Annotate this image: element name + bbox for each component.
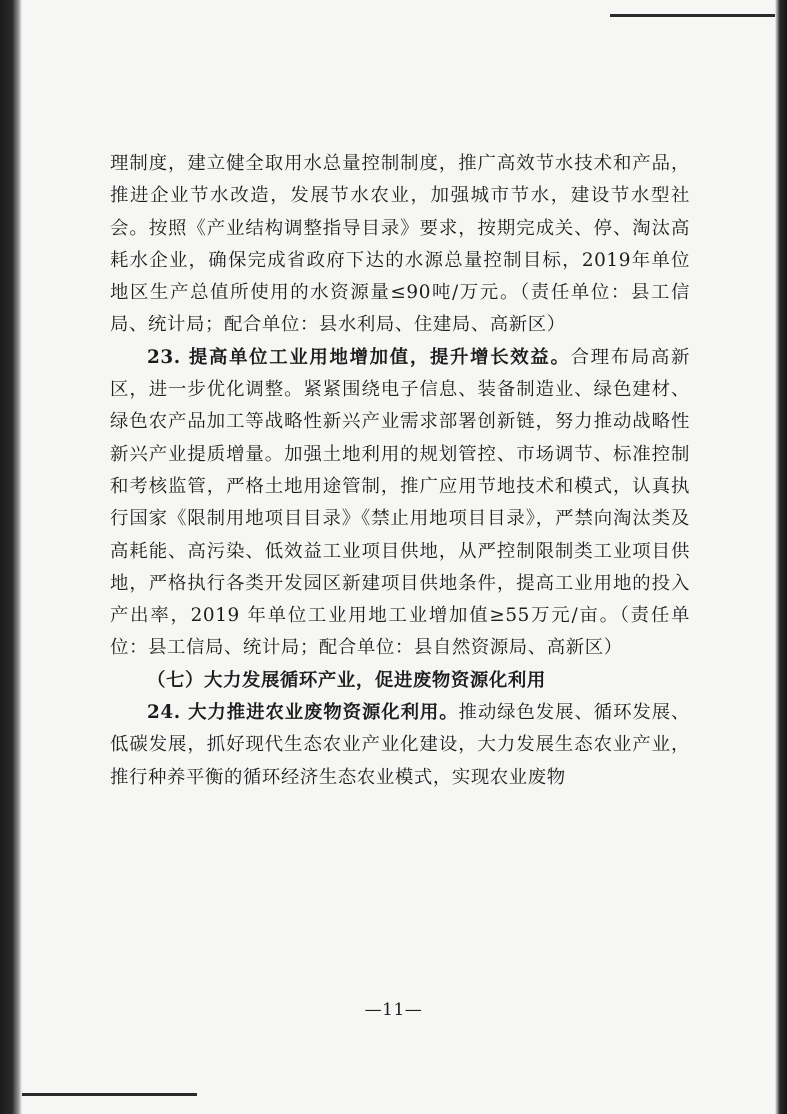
scan-top-line	[610, 14, 775, 17]
scan-left-border	[0, 0, 22, 1114]
item-24-body: 推动绿色发展、循环发展、低碳发展，抓好现代生态农业产业化建设，大力发展生态农业产业，推行种养平衡的循环经济生态农业模式，实现农业废物	[110, 702, 691, 788]
page-number: —11—	[364, 1000, 423, 1020]
section-7-heading: （七）大力发展循环产业，促进废物资源化利用	[147, 669, 546, 691]
item-23-body: 合理布局高新区，进一步优化调整。紧紧围绕电子信息、装备制造业、绿色建材、绿色农产品加工等战略性新兴产业需求部署创新链，努力推动战略性新兴产业提质增量。加强土地利用的规划管控、市场调节、标准控制和考核监管，严格土地用途管制，推广应用节地技术和模式，认真执行国家《限制用地项目目录》《禁止用地项目目录》，严禁向淘汰类及高耗能、高污染、低效益工业项目供地，从严控制限制类工业项目供地，严格执行各类开发园区新建项目供地条件，提高工业用地的投入产出率，2019 年单位工业用地工业增加值≥55万元/亩。（责任单位：县工信局、统计局；配合单位：县自然资源局、高新区）	[110, 346, 690, 659]
scan-right-border	[775, 0, 787, 1114]
scan-bottom-line	[22, 1093, 197, 1096]
document-body	[110, 148, 690, 794]
item-24-paragraph	[110, 697, 690, 794]
item-24-title: 24. 大力推进农业废物资源化利用。	[147, 702, 459, 724]
item-23-paragraph	[110, 342, 690, 665]
item-23-title: 23. 提高单位工业用地增加值，提升增长效益。	[147, 346, 571, 368]
paragraph-continuation: 理制度，建立健全取用水总量控制制度，推广高效节水技术和产品，推进企业节水改造，发展节水农业，加强城市节水，建设节水型社会。按照《产业结构调整指导目录》要求，按期完成关、停、淘汰高耗水企业，确保完成省政府下达的水源总量控制目标，2019年单位地区生产总值所使用的水资源量≤90吨/万元。（责任单位：县工信局、统计局；配合单位：县水利局、住建局、高新区）	[110, 153, 690, 336]
